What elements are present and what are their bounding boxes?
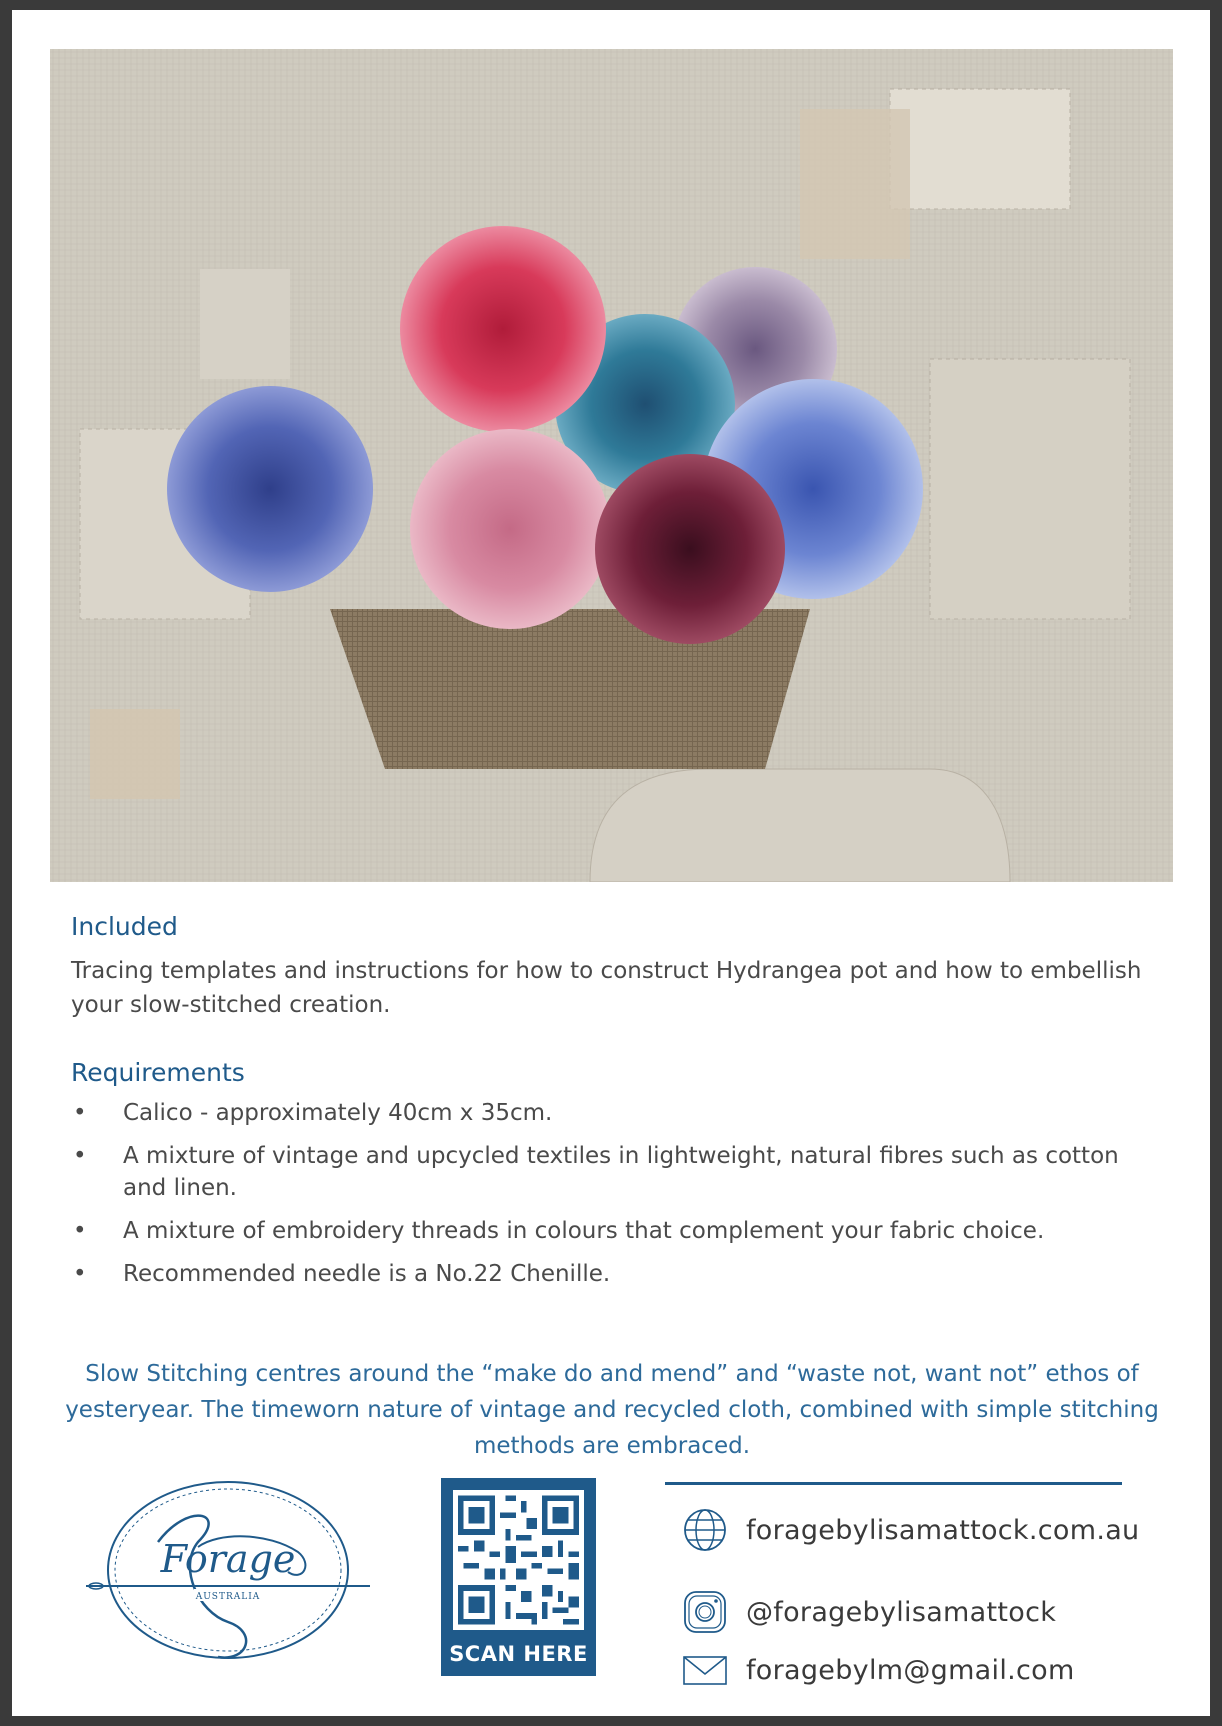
bullet-icon: •: [73, 1218, 87, 1244]
contact-website[interactable]: [682, 1506, 1139, 1554]
included-text: Tracing templates and instructions for how to construct Hydrangea pot and how to embellish your slow-stitched creation.: [71, 958, 1142, 1018]
svg-text:AUSTRALIA: AUSTRALIA: [195, 1592, 261, 1602]
globe-icon: [682, 1507, 728, 1553]
list-item: [71, 1097, 1161, 1129]
website-link[interactable]: foragebylisamattock.com.au: [746, 1514, 1140, 1546]
forage-logo: [78, 1472, 378, 1668]
list-item: [71, 1215, 1161, 1247]
requirements-list: [71, 1097, 1161, 1301]
hydrangea-pot-embroidery-icon: [50, 49, 1173, 882]
flyer-page: [12, 10, 1210, 1716]
list-item: [71, 1140, 1161, 1204]
bullet-icon: •: [73, 1143, 87, 1169]
svg-text:Forage: Forage: [160, 1537, 296, 1581]
hydrangea-embroidery-photo: [50, 49, 1173, 882]
qr-code-icon: [453, 1490, 584, 1630]
instagram-icon: [682, 1589, 728, 1635]
contact-email[interactable]: [682, 1646, 1075, 1694]
bullet-icon: •: [73, 1261, 87, 1287]
qr-code-block[interactable]: [441, 1478, 596, 1676]
list-item: [71, 1258, 1161, 1290]
requirements-heading: Requirements: [71, 1058, 245, 1087]
instagram-handle[interactable]: @foragebylisamattock: [746, 1596, 1057, 1628]
bullet-icon: •: [73, 1100, 87, 1126]
qr-code[interactable]: [453, 1490, 584, 1630]
ethos-statement: Slow Stitching centres around the “make do and mend” and “waste not, want not” ethos of yesteryear. The timeworn nature of vintage and recycled cloth, combined with simple stitching methods are embraced.: [65, 1361, 1159, 1459]
forage-logo-icon: [78, 1472, 378, 1668]
contact-instagram[interactable]: [682, 1588, 1056, 1636]
included-heading: Included: [71, 912, 178, 941]
scan-here-label: SCAN HERE: [449, 1642, 588, 1666]
requirement-text: A mixture of vintage and upcycled textiles in lightweight, natural fibres such as cotton and linen.: [123, 1143, 1119, 1201]
requirement-text: A mixture of embroidery threads in colours that complement your fabric choice.: [123, 1218, 1045, 1244]
requirement-text: Recommended needle is a No.22 Chenille.: [123, 1261, 611, 1287]
requirement-text: Calico - approximately 40cm x 35cm.: [123, 1100, 553, 1126]
contact-divider: [665, 1482, 1122, 1485]
email-link[interactable]: foragebylm@gmail.com: [746, 1654, 1075, 1686]
envelope-icon: [682, 1647, 728, 1693]
